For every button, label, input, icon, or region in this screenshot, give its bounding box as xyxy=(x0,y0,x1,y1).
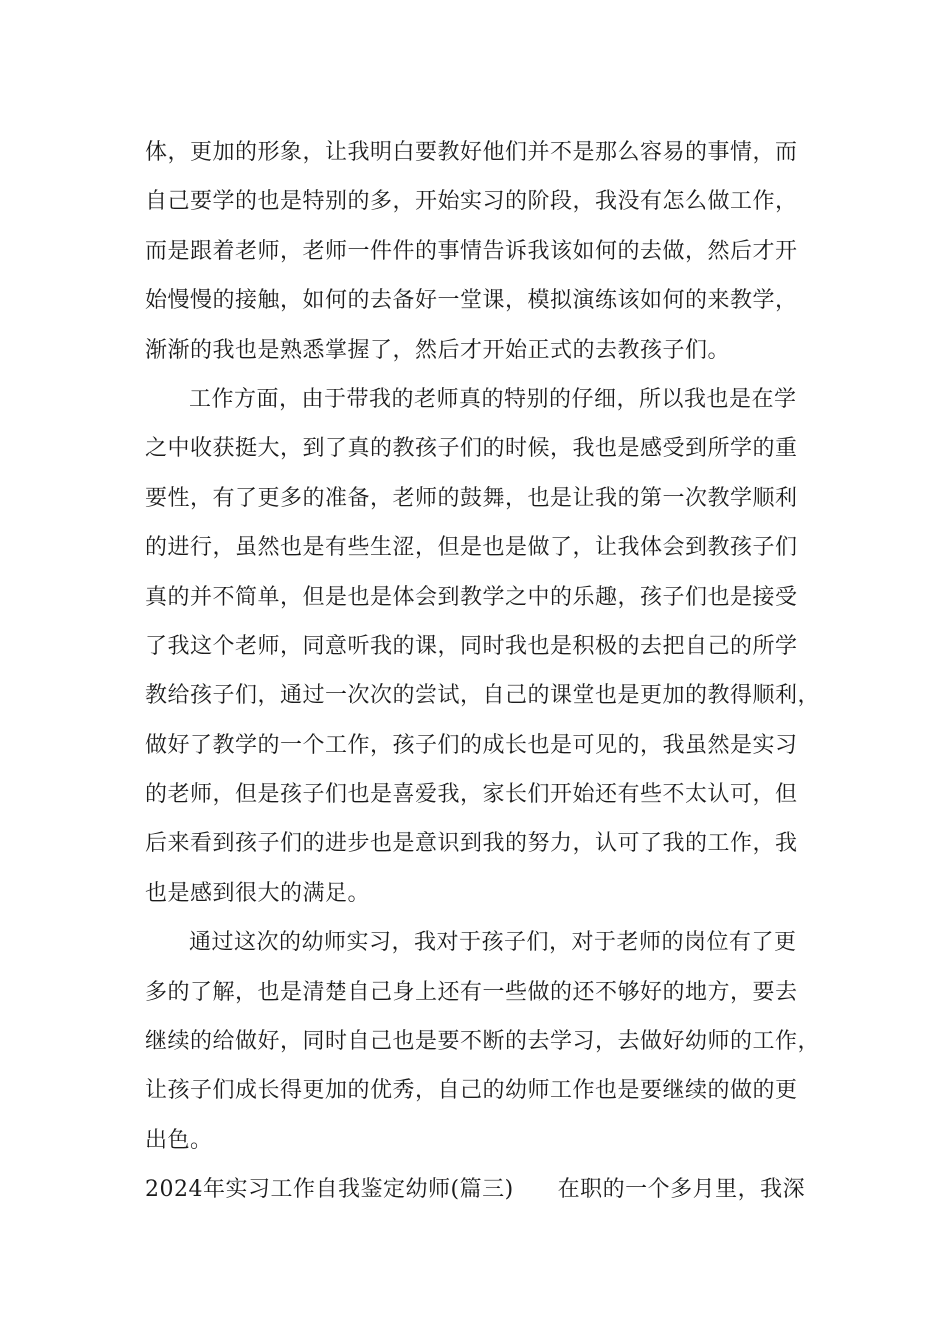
document-body xyxy=(145,128,825,1215)
paragraph-line: 始慢慢的接触，如何的去备好一堂课，模拟演练该如何的来教学， xyxy=(145,288,798,314)
paragraph-first-line: 通过这次的幼师实习，我对于孩子们，对于老师的岗位有了更 xyxy=(189,930,797,956)
paragraph-line: 出色。 xyxy=(145,1127,213,1153)
paragraph-3 xyxy=(145,918,825,1165)
paragraph-line: 的老师，但是孩子们也是喜爱我，家长们开始还有些不太认可，但 xyxy=(145,782,798,808)
paragraph-2 xyxy=(145,375,825,918)
paragraph-line: 多的了解，也是清楚自己身上还有一些做的还不够好的地方，要去 xyxy=(145,979,798,1005)
paragraph-line: 真的并不简单，但是也是体会到教学之中的乐趣，孩子们也是接受 xyxy=(145,584,798,610)
paragraph-line: 自己要学的也是特别的多，开始实习的阶段，我没有怎么做工作， xyxy=(145,189,798,215)
paragraph-1 xyxy=(145,128,825,375)
paragraph-line: 渐渐的我也是熟悉掌握了，然后才开始正式的去教孩子们。 xyxy=(145,337,731,363)
section-heading xyxy=(145,1165,825,1214)
paragraph-line: 了我这个老师，同意听我的课，同时我也是积极的去把自己的所学 xyxy=(145,633,798,659)
paragraph-line: 教给孩子们，通过一次次的尝试，自己的课堂也是更加的教得顺利， xyxy=(145,683,821,709)
paragraph-line: 体，更加的形象，让我明白要教好他们并不是那么容易的事情，而 xyxy=(145,140,798,165)
paragraph-line: 的进行，虽然也是有些生涩，但是也是做了，让我体会到教孩子们 xyxy=(145,535,798,561)
paragraph-line: 让孩子们成长得更加的优秀，自己的幼师工作也是要继续的做的更 xyxy=(145,1078,798,1104)
paragraph-line: 要性，有了更多的准备，老师的鼓舞，也是让我的第一次教学顺利 xyxy=(145,485,798,511)
section-title: 2024年实习工作自我鉴定幼师(篇三) xyxy=(145,1177,514,1203)
paragraph-line: 继续的给做好，同时自己也是要不断的去学习，去做好幼师的工作， xyxy=(145,1029,821,1055)
paragraph-line: 做好了教学的一个工作，孩子们的成长也是可见的，我虽然是实习 xyxy=(145,732,798,758)
paragraph-line: 也是感到很大的满足。 xyxy=(145,880,371,906)
paragraph-line: 后来看到孩子们的进步也是意识到我的努力，认可了我的工作，我 xyxy=(145,831,798,857)
paragraph-line: 而是跟着老师，老师一件件的事情告诉我该如何的去做，然后才开 xyxy=(145,238,798,264)
section-opening-text: 在职的一个多月里，我深 xyxy=(557,1177,806,1203)
paragraph-first-line: 工作方面，由于带我的老师真的特别的仔细，所以我也是在学 xyxy=(189,386,797,412)
paragraph-line: 之中收获挺大，到了真的教孩子们的时候，我也是感受到所学的重 xyxy=(145,436,798,462)
